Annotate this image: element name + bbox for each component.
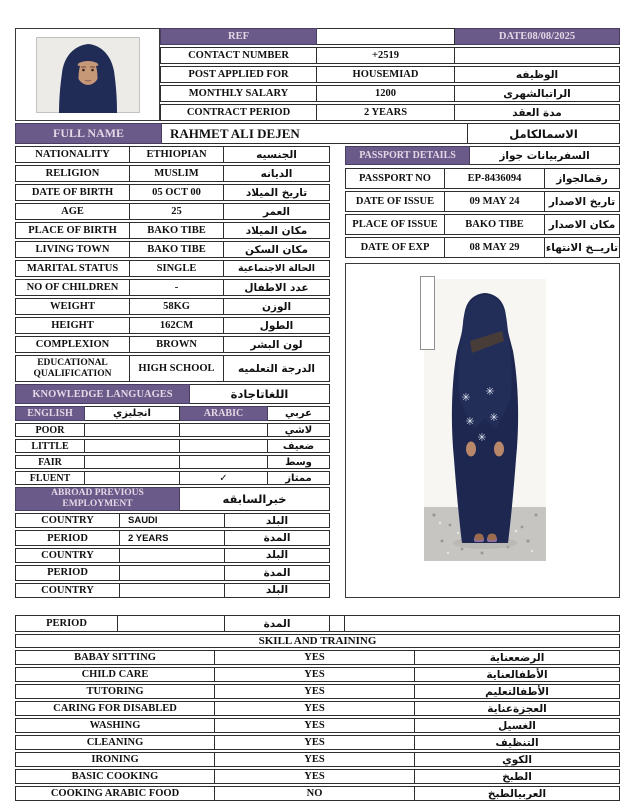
field-label-arabic: الديانه [224,165,330,182]
field-value: HOUSEMIAD [317,66,455,83]
svg-text:✳: ✳ [485,385,495,398]
field-value: MUSLIM [130,165,224,182]
level-label: FAIR [15,455,85,469]
field-value: 25 [130,203,224,220]
english-level-cell [85,471,180,485]
field-label: DATE OF ISSUE [345,191,445,212]
table-row [15,423,330,437]
table-row [160,47,620,64]
skill-arabic: الرضععناية [415,650,620,665]
skill-label: COOKING ARABIC FOOD [15,786,215,801]
skills-header: SKILL AND TRAINING [15,634,620,648]
skills-header-row [15,634,620,648]
level-arabic: لاشي [268,423,330,437]
field-label: POST APPLIED FOR [160,66,317,83]
field-value: BROWN [130,336,224,353]
table-row [15,650,620,665]
table-row [15,317,330,334]
field-value: ETHIOPIAN [130,146,224,163]
skill-arabic: العربيالطبخ [415,786,620,801]
field-label-arabic: لون البشر [224,336,330,353]
field-label: WEIGHT [15,298,130,315]
skill-arabic: العجزةعناية [415,701,620,716]
english-level-cell [85,423,180,437]
skill-value: YES [215,752,415,767]
field-label-arabic: البلد [225,548,330,563]
table-row [345,191,620,212]
table-row [15,222,330,239]
field-label-arabic: تاريخ الميلاد [224,184,330,201]
table-row [15,298,330,315]
table-row [15,279,330,296]
date-header: DATE08/08/2025 [455,28,620,45]
table-row [15,786,620,801]
table-row [15,735,620,750]
field-label: PERIOD [15,615,118,632]
level-arabic: ضعيف [268,439,330,453]
field-label: COUNTRY [15,513,120,528]
field-label-arabic: تاريخ الاصدار [545,191,620,212]
field-value: 09 MAY 24 [445,191,545,212]
english-level-cell [85,455,180,469]
level-arabic: وسط [268,455,330,469]
field-value: 08 MAY 29 [445,237,545,258]
field-label: EDUCATIONAL QUALIFICATION [15,355,130,382]
abroad-header-arabic: خبرالسابقه [180,487,330,511]
period-row [15,615,620,632]
english-column-header: ENGLISH [15,406,85,421]
skill-label: TUTORING [15,684,215,699]
full-name-arabic: الاسمالكامل [468,123,620,144]
field-value [120,565,225,580]
full-name-value: RAHMET ALI DEJEN [162,123,468,144]
level-arabic: ممتاز [268,471,330,485]
table-row [15,752,620,767]
svg-text:✳: ✳ [465,415,475,428]
arabic-column-header: ARABIC [180,406,268,421]
field-label-arabic: البلد [225,513,330,528]
table-row [345,237,620,258]
field-label-arabic: الوزن [224,298,330,315]
table-row [160,66,620,83]
full-body-photo [424,279,546,561]
field-value: 162CM [130,317,224,334]
ref-header: REF [160,28,317,45]
table-row [345,168,620,189]
field-value: SINGLE [130,260,224,277]
field-label-arabic: الدرجة التعلميه [224,355,330,382]
field-label-arabic: المدة [225,615,330,632]
full-name-row [15,123,620,144]
field-label-arabic: رقمالجواز [545,168,620,189]
full-name-label: FULL NAME [15,123,162,144]
skill-value: YES [215,684,415,699]
field-label: NATIONALITY [15,146,130,163]
skill-label: WASHING [15,718,215,733]
field-label-arabic: الوظيفه [455,66,620,83]
abroad-header: ABROAD PREVIOUS EMPLOYMENT [15,487,180,511]
table-row [15,260,330,277]
table-row [15,146,330,163]
field-value: 2 YEARS [120,530,225,545]
field-label: PERIOD [15,565,120,580]
field-value [120,548,225,563]
field-label-arabic: المدة [225,565,330,580]
field-label: PLACE OF BIRTH [15,222,130,239]
languages-header: KNOWLEDGE LANGUAGES [15,384,190,404]
skill-value: YES [215,718,415,733]
skills-table [15,615,620,801]
table-row [15,203,330,220]
skill-value: NO [215,786,415,801]
table-row [15,565,330,580]
field-label: PERIOD [15,530,120,545]
table-row [15,548,330,563]
empty-wide-cell [345,615,620,632]
skill-value: YES [215,701,415,716]
passport-header: PASSPORT DETAILS [345,146,470,165]
field-label: NO OF CHILDREN [15,279,130,296]
table-row [15,165,330,182]
skill-label: IRONING [15,752,215,767]
arabic-level-cell [180,423,268,437]
field-label-arabic: مكان السكن [224,241,330,258]
spacer-cell [330,615,345,632]
field-value [120,583,225,598]
field-value: HIGH SCHOOL [130,355,224,382]
field-label: RELIGION [15,165,130,182]
skill-value: YES [215,650,415,665]
skill-value: YES [215,735,415,750]
field-label-arabic: المدة [225,530,330,545]
field-value [118,615,225,632]
field-label: AGE [15,203,130,220]
table-row [15,355,330,382]
ref-empty-cell [317,28,455,45]
svg-text:✳: ✳ [489,411,499,424]
field-label: DATE OF EXP [345,237,445,258]
languages-header-row [15,384,330,404]
skill-label: CHILD CARE [15,667,215,682]
table-row [15,667,620,682]
field-label: PLACE OF ISSUE [345,214,445,235]
field-label-arabic: الطول [224,317,330,334]
skills-rows [15,650,620,801]
field-label-arabic: البلد [225,583,330,598]
table-row [15,471,330,485]
skill-arabic: الغسيل [415,718,620,733]
languages-subheader-row [15,406,330,421]
skill-arabic: التنظيف [415,735,620,750]
skill-value: YES [215,769,415,784]
field-label-arabic: الجنسيه [224,146,330,163]
field-label: PASSPORT NO [345,168,445,189]
field-label-arabic: الحالة الاجتماعية [224,260,330,277]
field-label-arabic: مكان الاصدار [545,214,620,235]
field-value: 2 YEARS [317,104,455,121]
table-row [160,104,620,121]
field-value: - [130,279,224,296]
fluent-checkmark: ✓ [180,471,268,485]
field-value: EP-8436094 [445,168,545,189]
portrait-photo [36,37,140,113]
svg-text:✳: ✳ [461,391,471,404]
field-label: COUNTRY [15,548,120,563]
field-label: COUNTRY [15,583,120,598]
table-row [15,530,330,545]
skill-arabic: الطبخ [415,769,620,784]
field-label-arabic: مدة العقد [455,104,620,121]
table-row [345,214,620,235]
photo-corner-artifact [420,276,435,350]
field-value: 58KG [130,298,224,315]
field-label-arabic [455,47,620,64]
field-label: COMPLEXION [15,336,130,353]
table-row [15,455,330,469]
field-label: MARITAL STATUS [15,260,130,277]
arabic-column-arabic: عربي [268,406,330,421]
level-label: FLUENT [15,471,85,485]
level-label: LITTLE [15,439,85,453]
passport-header-row [345,146,620,165]
ref-date-row [160,28,620,45]
table-row [15,684,620,699]
skill-arabic: الكوي [415,752,620,767]
field-label-arabic: العمر [224,203,330,220]
field-value: 05 OCT 00 [130,184,224,201]
skill-label: CARING FOR DISABLED [15,701,215,716]
table-row [15,439,330,453]
portrait-photo-cell [15,28,160,121]
field-label-arabic: الراتبالشهرى [455,85,620,102]
abroad-table [15,513,330,598]
passport-table [345,168,620,258]
field-value: BAKO TIBE [130,241,224,258]
english-level-cell [85,439,180,453]
field-label: LIVING TOWN [15,241,130,258]
table-row [160,85,620,102]
full-body-photo-panel [345,263,620,598]
table-row [15,701,620,716]
table-row [15,513,330,528]
skill-label: BASIC COOKING [15,769,215,784]
header-table [160,28,620,121]
level-label: POOR [15,423,85,437]
table-row [15,336,330,353]
table-row [15,241,330,258]
arabic-level-cell [180,455,268,469]
passport-header-arabic: السفربيانات جواز [470,146,620,165]
personal-details-table [15,146,330,382]
skill-label: BABAY SITTING [15,650,215,665]
skill-arabic: الأطفالتعليم [415,684,620,699]
languages-header-arabic: اللغاتاجادة [190,384,330,404]
arabic-level-cell [180,439,268,453]
english-column-arabic: انجليزي [85,406,180,421]
languages-table [15,423,330,485]
field-value: BAKO TIBE [130,222,224,239]
table-row [15,769,620,784]
field-label: MONTHLY SALARY [160,85,317,102]
abroad-header-row [15,487,330,511]
field-label-arabic: مكان الميلاد [224,222,330,239]
field-label-arabic: عدد الاطفال [224,279,330,296]
table-row [15,184,330,201]
skill-value: YES [215,667,415,682]
field-value: SAUDI [120,513,225,528]
skill-label: CLEANING [15,735,215,750]
table-row [15,718,620,733]
field-value: +2519 [317,47,455,64]
field-label: HEIGHT [15,317,130,334]
svg-text:✳: ✳ [477,431,487,444]
field-value: 1200 [317,85,455,102]
field-label: CONTRACT PERIOD [160,104,317,121]
skill-arabic: الأطفالعناية [415,667,620,682]
table-row [15,583,330,598]
field-label: CONTACT NUMBER [160,47,317,64]
field-label: DATE OF BIRTH [15,184,130,201]
field-label-arabic: تاريــخ الانتهاء [545,237,620,258]
field-value: BAKO TIBE [445,214,545,235]
